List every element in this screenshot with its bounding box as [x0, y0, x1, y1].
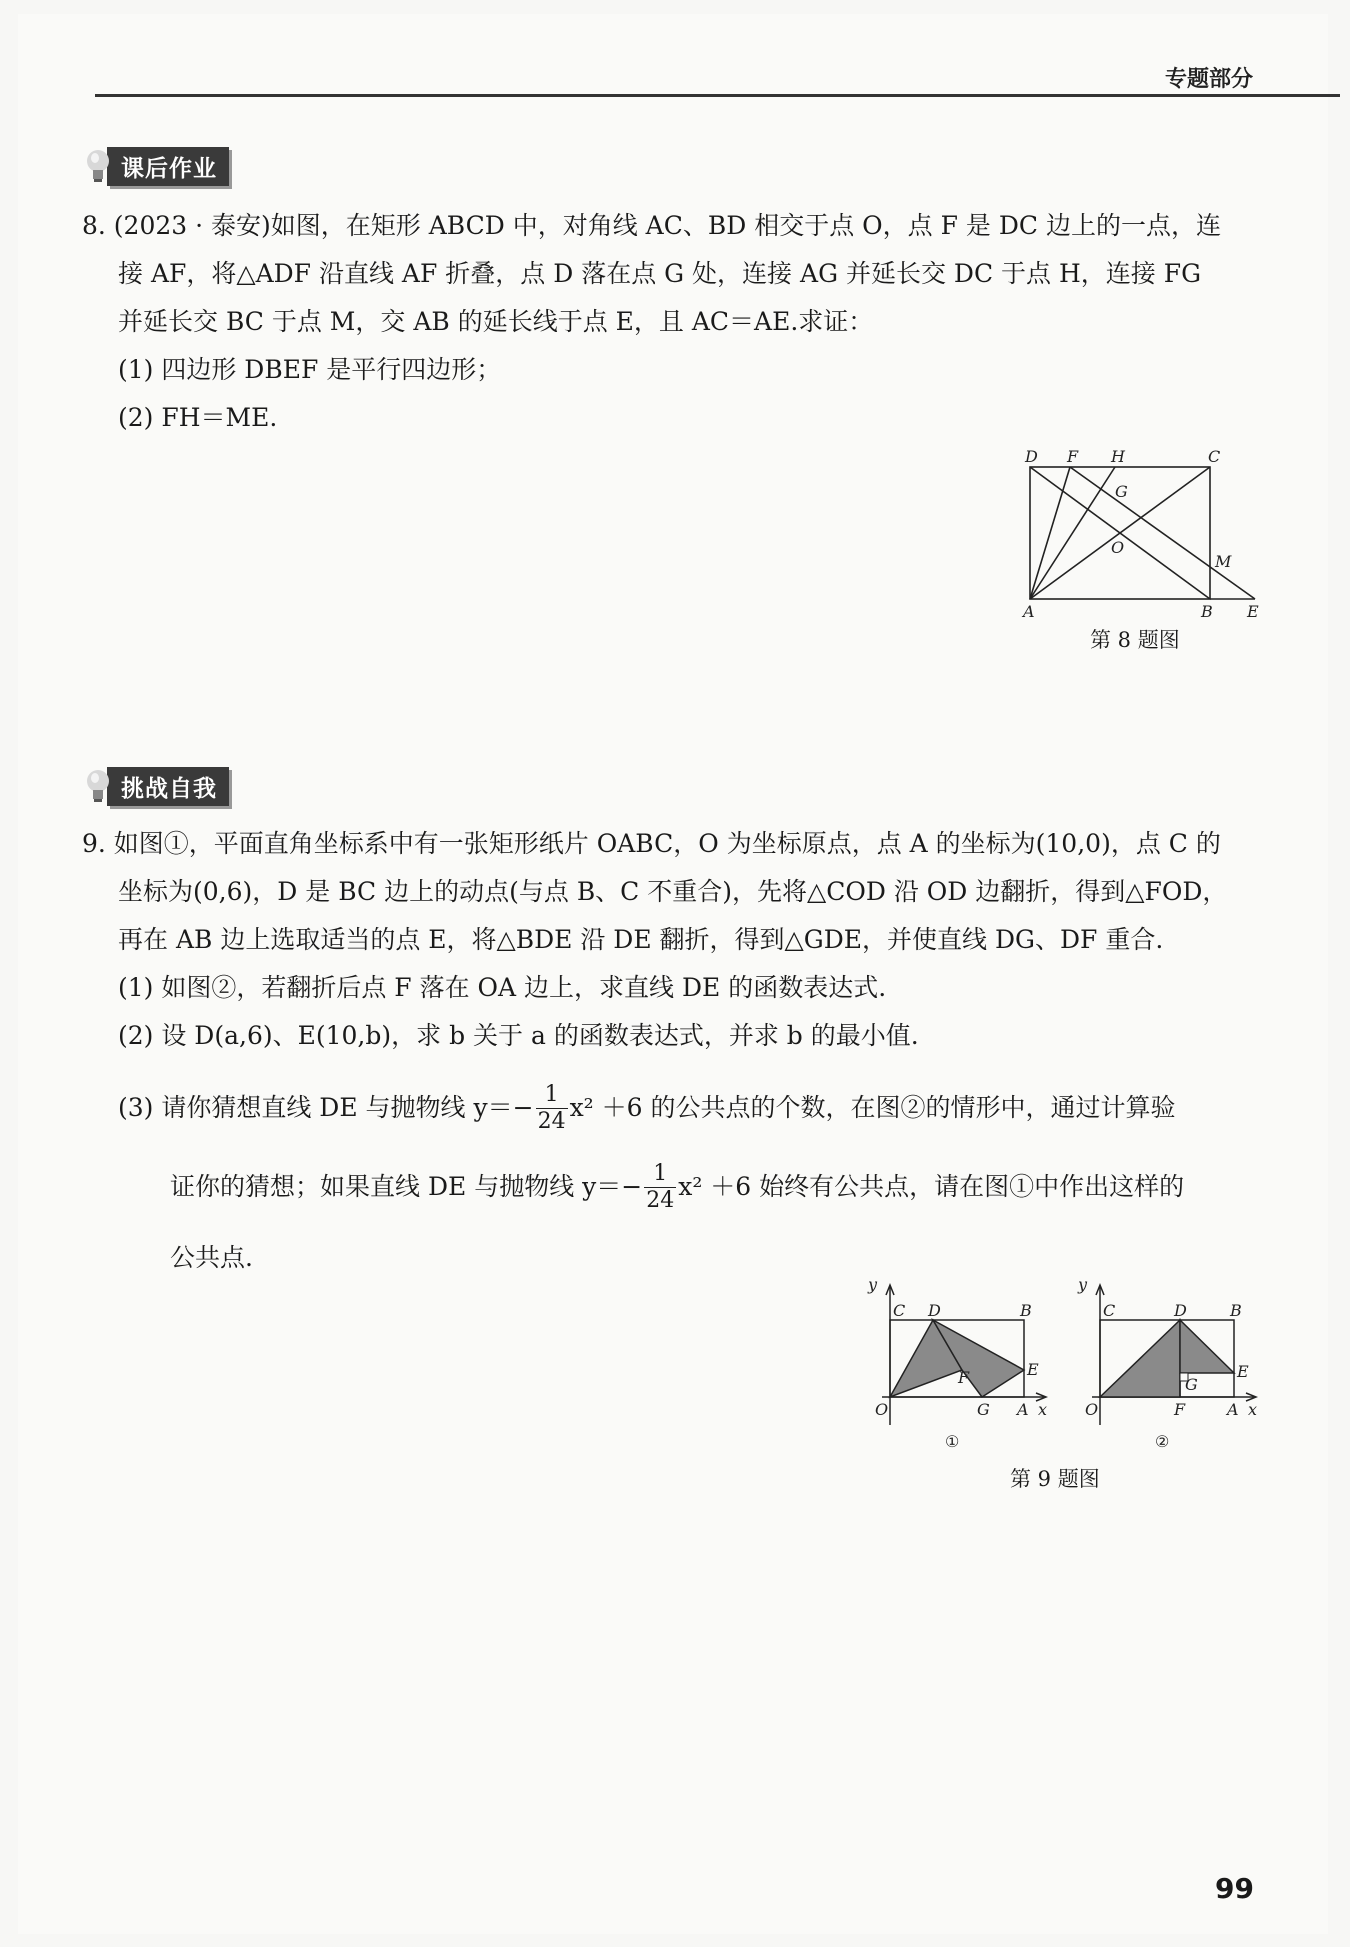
label-A: A: [1227, 1400, 1239, 1419]
figure-8-diagram: [1015, 445, 1265, 625]
label-O: O: [875, 1400, 889, 1419]
figure-9-diagram-2: [1070, 1275, 1265, 1450]
label-M: M: [1215, 552, 1232, 571]
problem-9-question-2: (2) 设 D(a,6)、E(10,b)，求 b 关于 a 的函数表达式，并求 b 的最小值.: [118, 1021, 919, 1050]
label-D: D: [1174, 1301, 1187, 1320]
label-O: O: [1085, 1400, 1099, 1419]
figure-9-caption: 第 9 题图: [1010, 1467, 1100, 1491]
label-B: B: [1020, 1301, 1032, 1320]
label-F: F: [1067, 447, 1079, 466]
label-H: H: [1111, 447, 1125, 466]
label-D: D: [1025, 447, 1038, 466]
problem-9-question-3: [118, 1070, 1184, 1276]
problem-9-line-3: 再在 AB 边上选取适当的点 E，将△BDE 沿 DE 翻折，得到△GDE，并使直线 DG、DF 重合.: [118, 925, 1164, 954]
section-label: 挑战自我: [107, 767, 229, 806]
label-A: A: [1023, 602, 1035, 621]
axis-label-x: x: [1248, 1400, 1258, 1419]
lightbulb-icon: [85, 149, 111, 183]
label-F: F: [958, 1368, 970, 1387]
label-C: C: [893, 1301, 906, 1320]
problem-9-question-3-line-1: (3) 请你猜想直线 DE 与抛物线 y＝− $\frac{1}{24}$ x² ＋6 的公共点的个数，在图②的情形中，通过计算验: [118, 1081, 1176, 1134]
label-F: F: [1174, 1400, 1186, 1419]
fraction: $\frac{1}{24}$: [537, 1081, 566, 1134]
label-O: O: [1111, 538, 1125, 557]
label-A: A: [1017, 1400, 1029, 1419]
label-G: G: [977, 1400, 990, 1419]
problem-8-line-2: 接 AF，将△ADF 沿直线 AF 折叠，点 D 落在点 G 处，连接 AG 并延长交 DC 于点 H，连接 FG: [118, 259, 1202, 288]
section-badge-challenge: [85, 766, 229, 806]
header-rule: [95, 94, 1340, 97]
problem-8-question-1: (1) 四边形 DBEF 是平行四边形；: [118, 355, 502, 384]
problem-9-line-2: 坐标为(0,6)，D 是 BC 边上的动点(与点 B、C 不重合)，先将△COD 沿 OD 边翻折，得到△FOD，: [118, 877, 1228, 906]
problem-8-line-3: 并延长交 BC 于点 M，交 AB 的延长线于点 E，且 AC＝AE.求证：: [118, 307, 874, 336]
axis-label-y: y: [1078, 1275, 1088, 1294]
section-label: 课后作业: [107, 147, 229, 186]
fraction: $\frac{1}{24}$: [646, 1160, 675, 1213]
label-E: E: [1027, 1360, 1039, 1379]
figure-8-caption: 第 8 题图: [1090, 628, 1180, 652]
label-D: D: [928, 1301, 941, 1320]
label-B: B: [1230, 1301, 1242, 1320]
section-badge-homework: [85, 146, 229, 186]
label-E: E: [1237, 1362, 1249, 1381]
label-G: G: [1185, 1375, 1198, 1394]
label-C: C: [1103, 1301, 1116, 1320]
problem-8-question-2: (2) FH＝ME.: [118, 403, 278, 432]
lightbulb-icon: [85, 769, 111, 803]
problem-9-line-1: 9. 如图①，平面直角坐标系中有一张矩形纸片 OABC，O 为坐标原点，点 A 的坐标为(10,0)，点 C 的: [82, 829, 1221, 858]
problem-9-question-3-line-2: 证你的猜想；如果直线 DE 与抛物线 y＝− $\frac{1}{24}$ x² ＋6 始终有公共点，请在图①中作出这样的: [170, 1160, 1185, 1213]
figure-label-2: ②: [1155, 1432, 1170, 1450]
page-number: 99: [1215, 1872, 1254, 1905]
label-B: B: [1201, 602, 1213, 621]
problem-8: [82, 202, 1221, 442]
problem-9-question-3-line-3: 公共点.: [170, 1243, 253, 1272]
axis-label-x: x: [1038, 1400, 1048, 1419]
problem-9-question-1: (1) 如图②，若翻折后点 F 落在 OA 边上，求直线 DE 的函数表达式.: [118, 973, 887, 1002]
label-E: E: [1247, 602, 1259, 621]
header-title: 专题部分: [1165, 67, 1254, 92]
figure-label-1: ①: [945, 1432, 960, 1450]
problem-9: [82, 820, 1227, 1060]
axis-label-y: y: [868, 1275, 878, 1294]
label-G: G: [1115, 482, 1128, 501]
label-C: C: [1208, 447, 1221, 466]
figure-9-diagram-1: [860, 1275, 1055, 1450]
problem-8-line-1: 8. (2023 · 泰安)如图，在矩形 ABCD 中，对角线 AC、BD 相交于点 O，点 F 是 DC 边上的一点，连: [82, 211, 1221, 240]
